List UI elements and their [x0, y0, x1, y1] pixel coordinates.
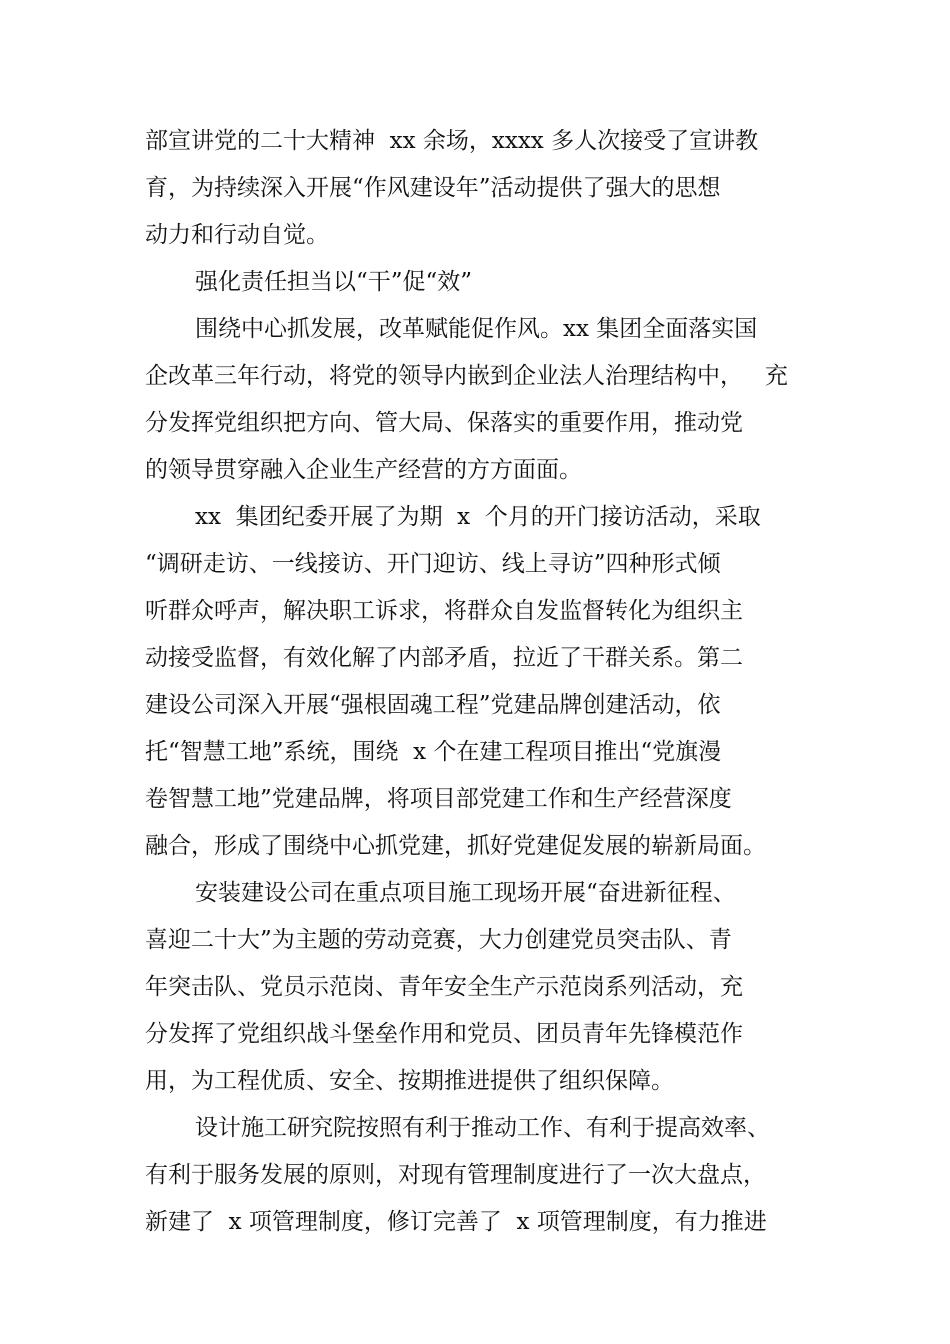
text-line: 建设公司深入开展“强根固魂工程”党建品牌创建活动，依 [145, 692, 721, 718]
text-line: 听群众呼声，解决职工诉求，将群众自发监督转化为组织主 [145, 598, 743, 624]
text-line: “调研走访、一线接访、开门迎访、线上寻访”四种形式倾 [145, 551, 721, 577]
section-heading: 强化责任担当以“干”促“效” [195, 269, 473, 295]
text-line: 企改革三年行动，将党的领导内嵌到企业法人治理结构中， 充 [145, 363, 788, 389]
text-line: 用，为工程优质、安全、按期推进提供了组织保障。 [145, 1068, 674, 1094]
text-line: 育，为持续深入开展“作风建设年”活动提供了强大的思想 [145, 175, 721, 201]
text-line: 分发挥党组织把方向、管大局、保落实的重要作用，推动党 [145, 410, 743, 436]
text-line: 喜迎二十大”为主题的劳动竞赛，大力创建党员突击队、青 [145, 927, 732, 953]
text-line: 有利于服务发展的原则，对现有管理制度进行了一次大盘点， [145, 1162, 766, 1188]
text-line: xx 集团纪委开展了为期 x 个月的开门接访活动，采取 [195, 504, 761, 530]
text-line: 分发挥了党组织战斗堡垒作用和党员、团员青年先锋模范作 [145, 1021, 743, 1047]
text-line: 年突击队、党员示范岗、青年安全生产示范岗系列活动，充 [145, 974, 743, 1000]
text-line: 融合，形成了围绕中心抓党建，抓好党建促发展的崭新局面。 [145, 833, 766, 859]
text-line: 卷智慧工地”党建品牌，将项目部党建工作和生产经营深度 [145, 786, 732, 812]
text-line: 设计施工研究院按照有利于推动工作、有利于提高效率、 [195, 1115, 770, 1141]
text-line: 新建了 x 项管理制度，修订完善了 x 项管理制度，有力推进 [145, 1209, 767, 1235]
text-line: 托“智慧工地”系统，围绕 x 个在建工程项目推出“党旗漫 [145, 739, 722, 765]
text-line: 的领导贯穿融入企业生产经营的方方面面。 [145, 457, 582, 483]
text-line: 部宣讲党的二十大精神 xx 余场，xxxx 多人次接受了宣讲教 [145, 128, 759, 154]
text-line: 动接受监督，有效化解了内部矛盾，拉近了干群关系。第二 [145, 645, 743, 671]
text-line: 安装建设公司在重点项目施工现场开展“奋进新征程、 [195, 880, 736, 906]
text-line: 围绕中心抓发展，改革赋能促作风。xx 集团全面落实国 [195, 316, 758, 342]
document-body [145, 118, 845, 1246]
text-line: 动力和行动自觉。 [145, 222, 329, 248]
